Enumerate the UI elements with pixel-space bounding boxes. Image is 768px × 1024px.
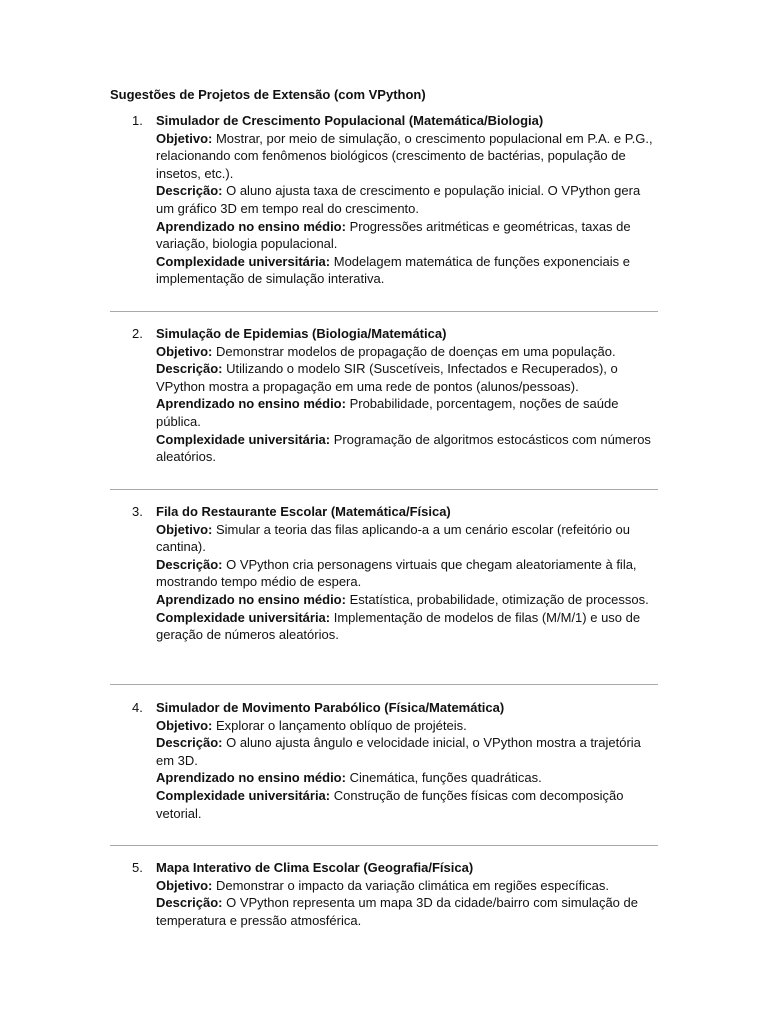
item-field [156,521,658,556]
field-label: Descrição: [156,895,223,911]
item-field [156,343,658,361]
field-text: Modelagem matemática de funções exponenciais e implementação de simulação interativa. [156,253,631,287]
field-text: Mostrar, por meio de simulação, o crescimento populacional em P.A. e P.G., relacionando com fenômenos biológicos (crescimento de bactérias, população de insetos, etc.). [156,130,653,181]
field-label: Objetivo: [156,343,213,359]
item-field [156,717,658,735]
item-field [156,395,658,430]
item-field [156,877,658,895]
field-label: Complexidade universitária: [156,253,331,269]
list-item [110,859,658,929]
field-label: Objetivo: [156,130,213,146]
section-divider [110,845,658,846]
field-label: Descrição: [156,556,223,572]
item-title: Mapa Interativo de Clima Escolar (Geografia/Física) [156,860,474,875]
item-field [156,130,658,183]
field-label: Descrição: [156,735,223,751]
item-title: Simulador de Crescimento Populacional (Matemática/Biologia) [156,113,544,128]
item-title: Fila do Restaurante Escolar (Matemática/Física) [156,504,451,519]
item-number: 1. [132,113,143,128]
field-text: Probabilidade, porcentagem, noções de saúde pública. [156,396,619,429]
item-field [156,609,658,644]
field-label: Complexidade universitária: [156,787,331,803]
field-label: Descrição: [156,361,223,377]
field-text: Simular a teoria das filas aplicando-a a um cenário escolar (refeitório ou cantina). [156,521,630,555]
field-text: Programação de algoritmos estocásticos com números aleatórios. [156,431,651,465]
item-field [156,360,658,395]
field-text: Explorar o lançamento oblíquo de projéteis. [212,717,467,733]
item-number: 4. [132,700,143,715]
item-number: 2. [132,326,143,341]
field-label: Objetivo: [156,717,213,733]
field-text: Implementação de modelos de filas (M/M/1) e uso de geração de números aleatórios. [156,609,641,643]
field-text: O VPython cria personagens virtuais que chegam aleatoriamente à fila, mostrando tempo médio de espera. [156,556,637,590]
item-field [156,894,658,929]
list-item [110,325,658,466]
field-label: Aprendizado no ensino médio: [156,218,346,234]
item-title: Simulação de Epidemias (Biologia/Matemática) [156,326,447,341]
field-label: Complexidade universitária: [156,609,331,625]
field-label: Descrição: [156,183,223,199]
field-label: Aprendizado no ensino médio: [156,770,346,786]
item-field [156,734,658,769]
list-item [110,112,658,288]
list-item [110,503,658,644]
field-label: Objetivo: [156,521,213,537]
field-text: O aluno ajusta ângulo e velocidade inicial, o VPython mostra a trajetória em 3D. [156,735,641,768]
field-text: Demonstrar o impacto da variação climática em regiões específicas. [212,877,610,893]
field-text: Utilizando o modelo SIR (Suscetíveis, Infectados e Recuperados), o VPython mostra a propagação em uma rede de pontos (alunos/pessoas). [156,361,618,394]
item-field [156,591,658,609]
field-text: Estatística, probabilidade, otimização de processos. [345,591,649,607]
item-field [156,769,658,787]
item-number: 5. [132,860,143,875]
list-item [110,699,658,822]
field-text: O VPython representa um mapa 3D da cidade/bairro com simulação de temperatura e pressão atmosférica. [156,895,638,928]
field-text: Construção de funções físicas com decomposição vetorial. [156,787,624,821]
document-title: Sugestões de Projetos de Extensão (com VPython) [110,87,426,102]
item-field [156,556,658,591]
item-title: Simulador de Movimento Parabólico (Física/Matemática) [156,700,505,715]
field-text: Demonstrar modelos de propagação de doenças em uma população. [212,343,616,359]
field-label: Objetivo: [156,877,213,893]
field-text: O aluno ajusta taxa de crescimento e população inicial. O VPython gera um gráfico 3D em tempo real do crescimento. [156,183,641,216]
field-label: Aprendizado no ensino médio: [156,591,346,607]
item-number: 3. [132,504,143,519]
section-divider [110,684,658,685]
field-label: Complexidade universitária: [156,431,331,447]
field-label: Aprendizado no ensino médio: [156,396,346,412]
item-field [156,182,658,217]
field-text: Cinemática, funções quadráticas. [345,770,542,786]
item-field [156,218,658,253]
item-field [156,787,658,822]
field-text: Progressões aritméticas e geométricas, taxas de variação, biologia populacional. [156,218,631,252]
item-field [156,253,658,288]
item-field [156,431,658,466]
section-divider [110,311,658,312]
section-divider [110,489,658,490]
